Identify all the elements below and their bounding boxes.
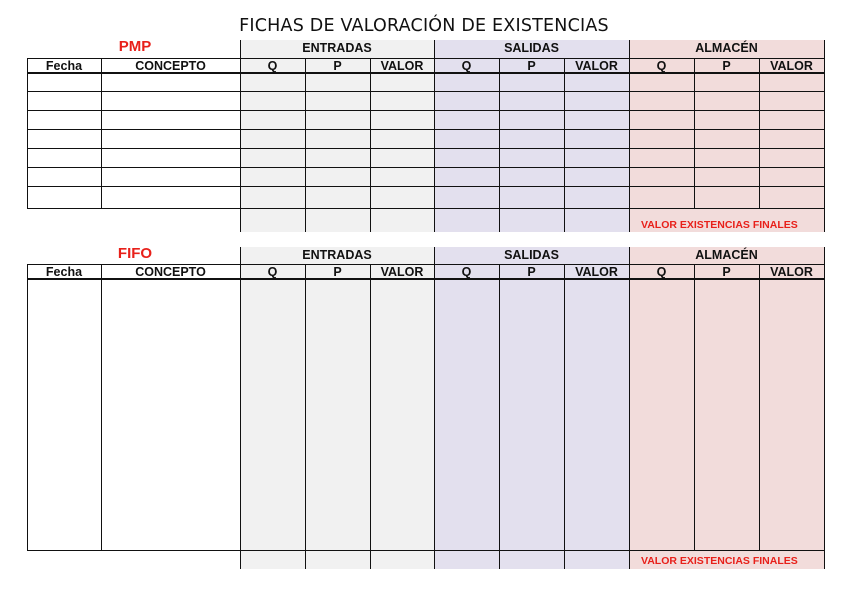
column-header-concepto: CONCEPTO <box>135 265 206 279</box>
column-header-almacen-p: P <box>722 265 731 279</box>
column-header-salidas-p: P <box>527 59 536 73</box>
column-header-salidas-q: Q <box>461 59 472 73</box>
column-header-salidas-valor: VALOR <box>575 59 618 73</box>
method-label-pmp: PMP <box>118 38 152 55</box>
table-row[interactable] <box>27 168 824 186</box>
page-title: FICHAS DE VALORACIÓN DE EXISTENCIAS <box>239 16 609 36</box>
column-header-salidas-p: P <box>527 265 536 279</box>
separator <box>824 40 825 232</box>
column-header-almacen-p: P <box>722 59 731 73</box>
header-rule <box>27 264 824 265</box>
method-label-fifo: FIFO <box>117 245 153 262</box>
group-header-salidas: SALIDAS <box>504 248 559 262</box>
table-row[interactable] <box>27 279 824 550</box>
row-rule <box>27 550 824 551</box>
table-row[interactable] <box>27 149 824 167</box>
column-header-entradas-valor: VALOR <box>380 59 424 73</box>
group-header-salidas: SALIDAS <box>504 41 559 55</box>
column-header-entradas-q: Q <box>267 59 278 73</box>
table-row[interactable] <box>27 187 824 208</box>
column-header-salidas-q: Q <box>461 265 472 279</box>
column-header-almacen-q: Q <box>656 265 667 279</box>
valor-existencias-finales-label: VALOR EXISTENCIAS FINALES <box>641 555 798 567</box>
group-header-entradas: ENTRADAS <box>302 248 372 262</box>
column-header-entradas-q: Q <box>267 265 278 279</box>
column-header-fecha: Fecha <box>45 59 83 73</box>
table-row[interactable] <box>27 130 824 148</box>
table-row[interactable] <box>27 73 824 91</box>
column-header-almacen-valor: VALOR <box>770 59 813 73</box>
group-header-almacen: ALMACÉN <box>695 41 758 55</box>
group-header-almacen: ALMACÉN <box>695 248 758 262</box>
header-rule <box>27 58 824 59</box>
column-header-almacen-q: Q <box>656 59 667 73</box>
column-header-concepto: CONCEPTO <box>135 59 206 73</box>
column-header-salidas-valor: VALOR <box>575 265 618 279</box>
column-header-almacen-valor: VALOR <box>770 265 813 279</box>
table-row[interactable] <box>27 111 824 129</box>
column-header-entradas-valor: VALOR <box>380 265 424 279</box>
row-rule <box>27 208 824 209</box>
column-header-fecha: Fecha <box>45 265 83 279</box>
column-header-entradas-p: P <box>333 265 342 279</box>
valor-existencias-finales-label: VALOR EXISTENCIAS FINALES <box>641 219 798 231</box>
table-row[interactable] <box>27 92 824 110</box>
group-header-entradas: ENTRADAS <box>302 41 372 55</box>
separator <box>824 247 825 569</box>
column-header-entradas-p: P <box>333 59 342 73</box>
